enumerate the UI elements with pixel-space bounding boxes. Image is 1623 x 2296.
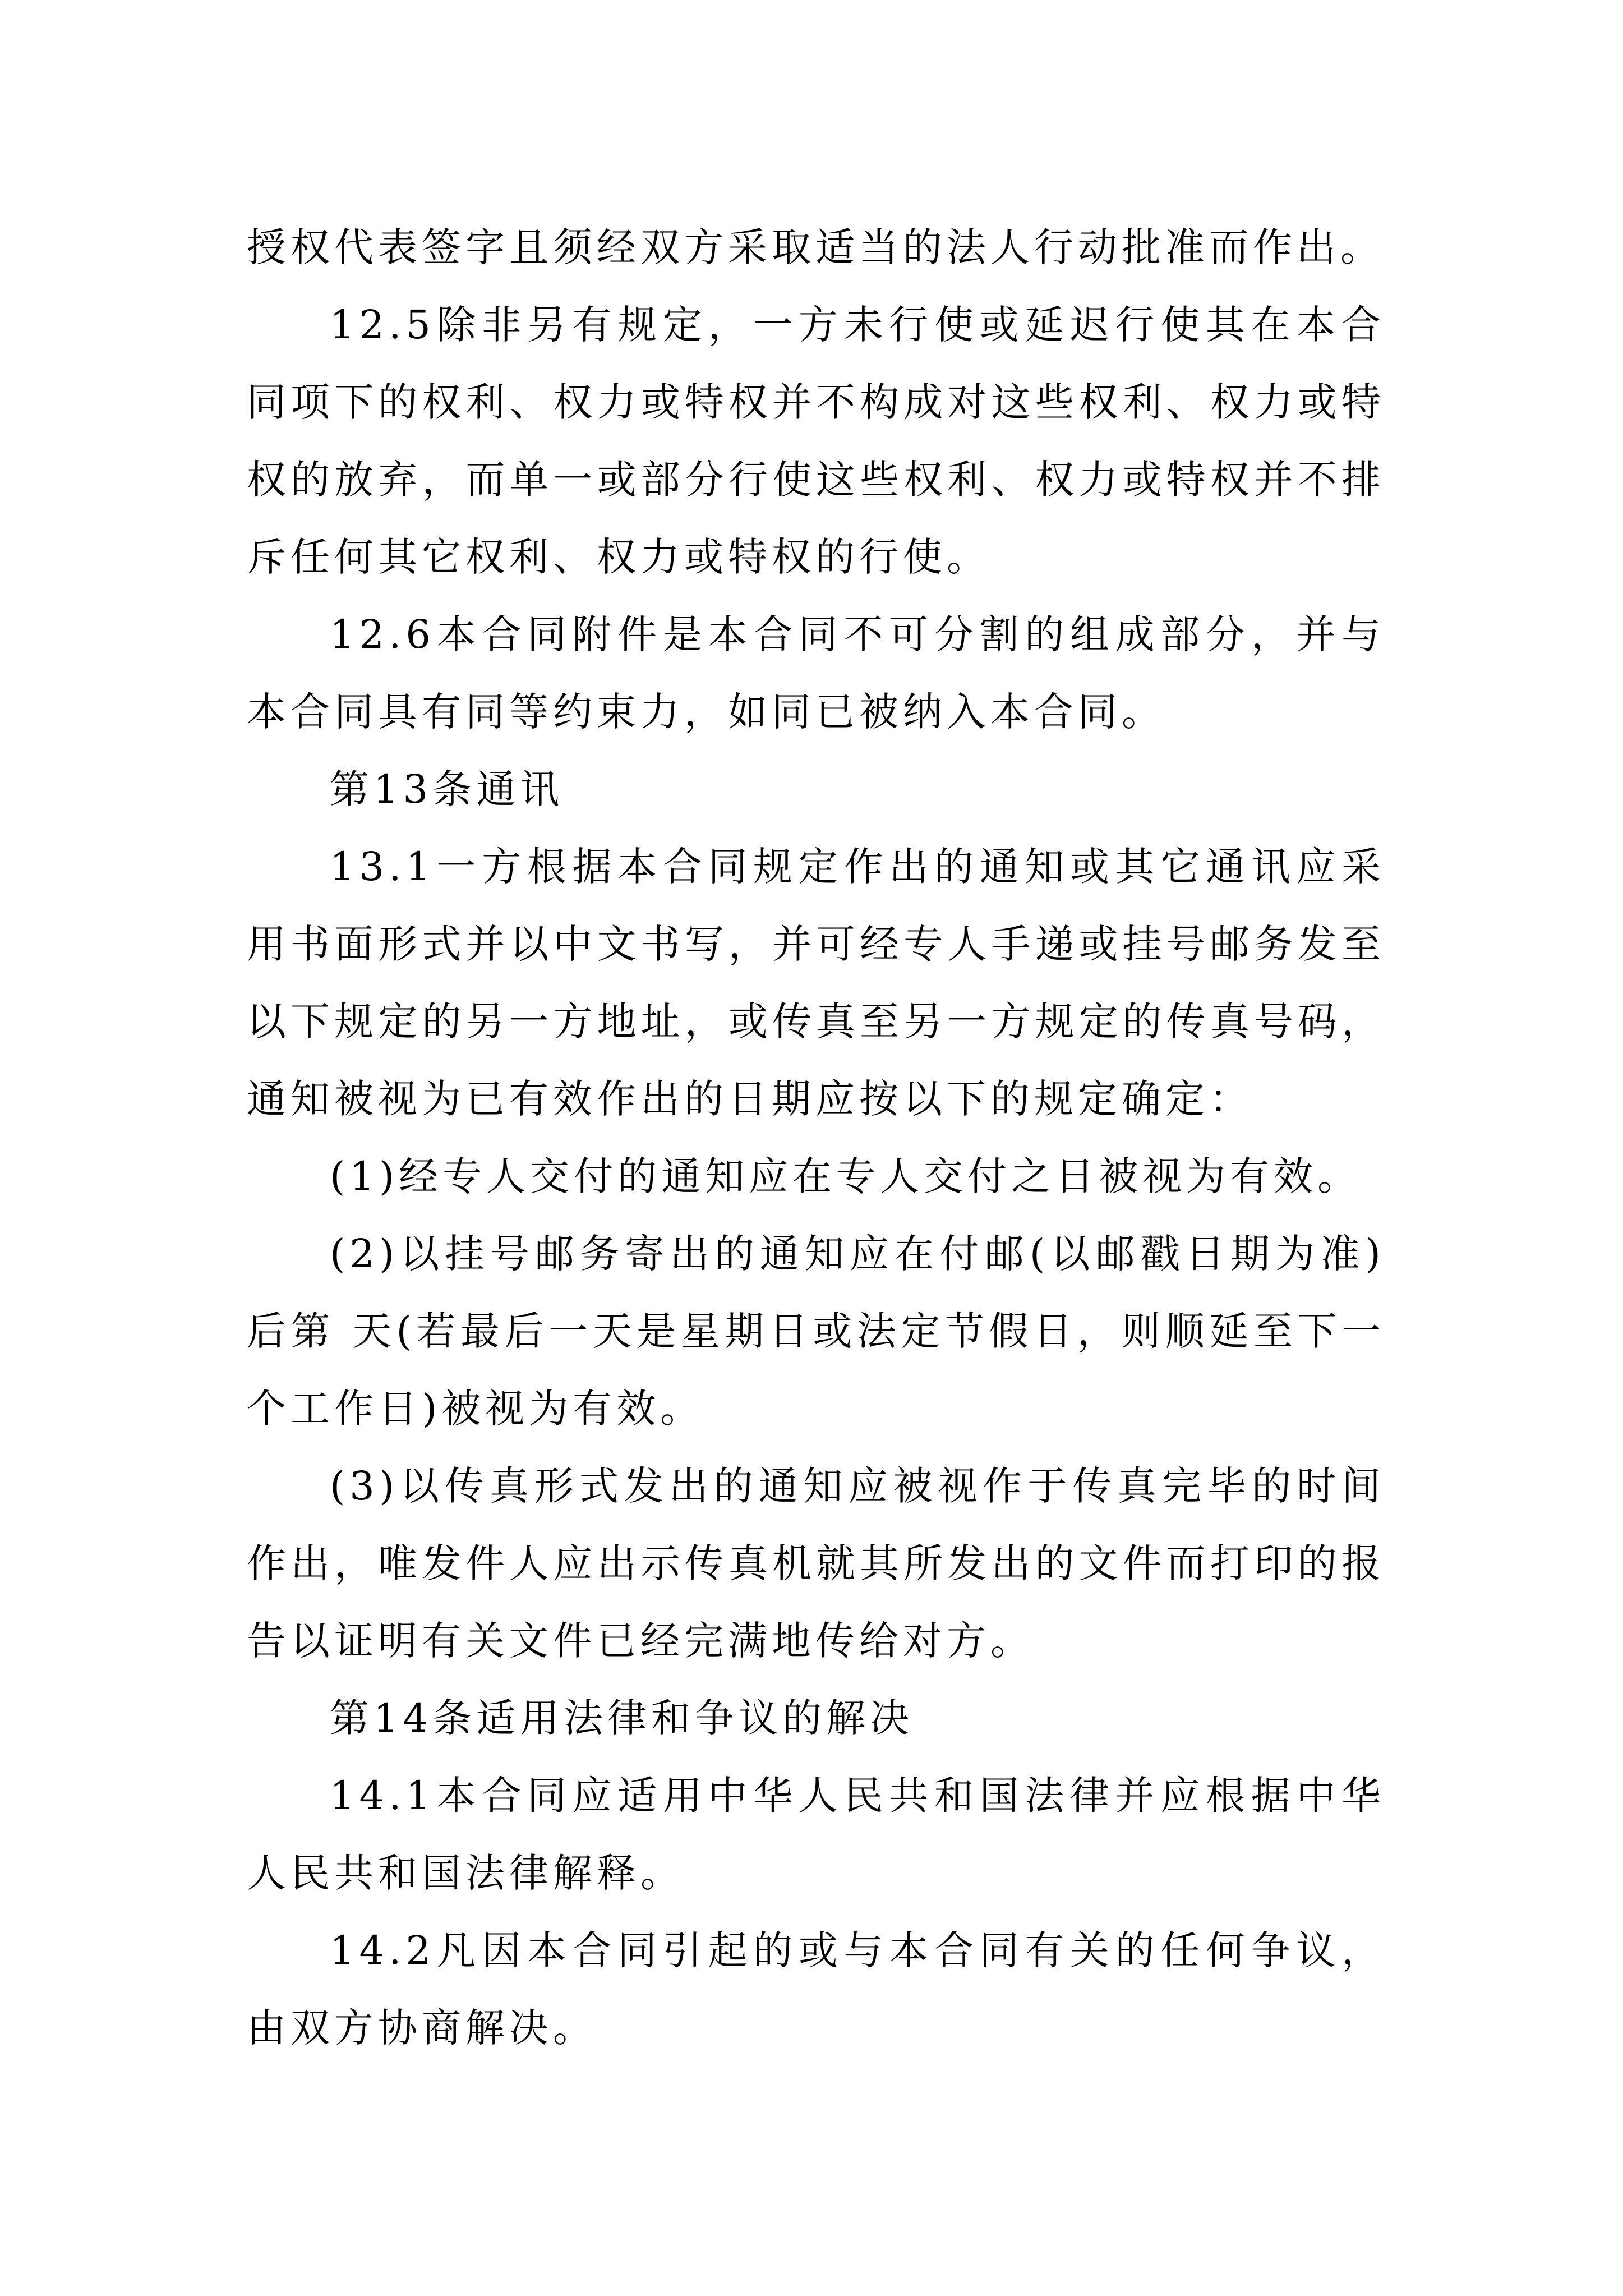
clause-13-1: 13.1一方根据本合同规定作出的通知或其它通讯应采用书面形式并以中文书写，并可经专人手递或挂号邮务发至以下规定的另一方地址，或传真至另一方规定的传真号码，通知被视为已有效作出的日期应按以下的规定确定： bbox=[247, 844, 1385, 1122]
clause-14-1: 14.1本合同应适用中华人民共和国法律并应根据中华人民共和国法律解释。 bbox=[247, 1773, 1385, 1896]
clause-13-1-item-1: (1)经专人交付的通知应在专人交付之日被视为有效。 bbox=[330, 1153, 1362, 1199]
clause-12-5: 12.5除非另有规定，一方未行使或延迟行使其在本合同项下的权利、权力或特权并不构成对这些权利、权力或特权的放弃，而单一或部分行使这些权利、权力或特权并不排斥任何其它权利、权力或特权的行使。 bbox=[247, 302, 1385, 580]
paragraph-authorization: 授权代表签字且须经双方采取适当的法人行动批准而作出。 bbox=[247, 224, 1384, 270]
clause-12-6: 12.6本合同附件是本合同不可分割的组成部分，并与本合同具有同等约束力，如同已被纳入本合同。 bbox=[247, 611, 1385, 735]
article-14-heading: 第14条适用法律和争议的解决 bbox=[330, 1695, 914, 1741]
article-13-heading: 第13条通讯 bbox=[330, 766, 564, 812]
document-page bbox=[247, 209, 1385, 2067]
clause-13-1-item-3: (3)以传真形式发出的通知应被视作于传真完毕的时间作出，唯发件人应出示传真机就其所发出的文件而打印的报告以证明有关文件已经完满地传给对方。 bbox=[247, 1463, 1385, 1664]
clause-13-1-item-2: (2)以挂号邮务寄出的通知应在付邮(以邮戳日期为准)后第 天(若最后一天是星期日或法定节假日，则顺延至下一个工作日)被视为有效。 bbox=[247, 1231, 1385, 1432]
clause-14-2: 14.2凡因本合同引起的或与本合同有关的任何争议，由双方协商解决。 bbox=[247, 1927, 1385, 2051]
